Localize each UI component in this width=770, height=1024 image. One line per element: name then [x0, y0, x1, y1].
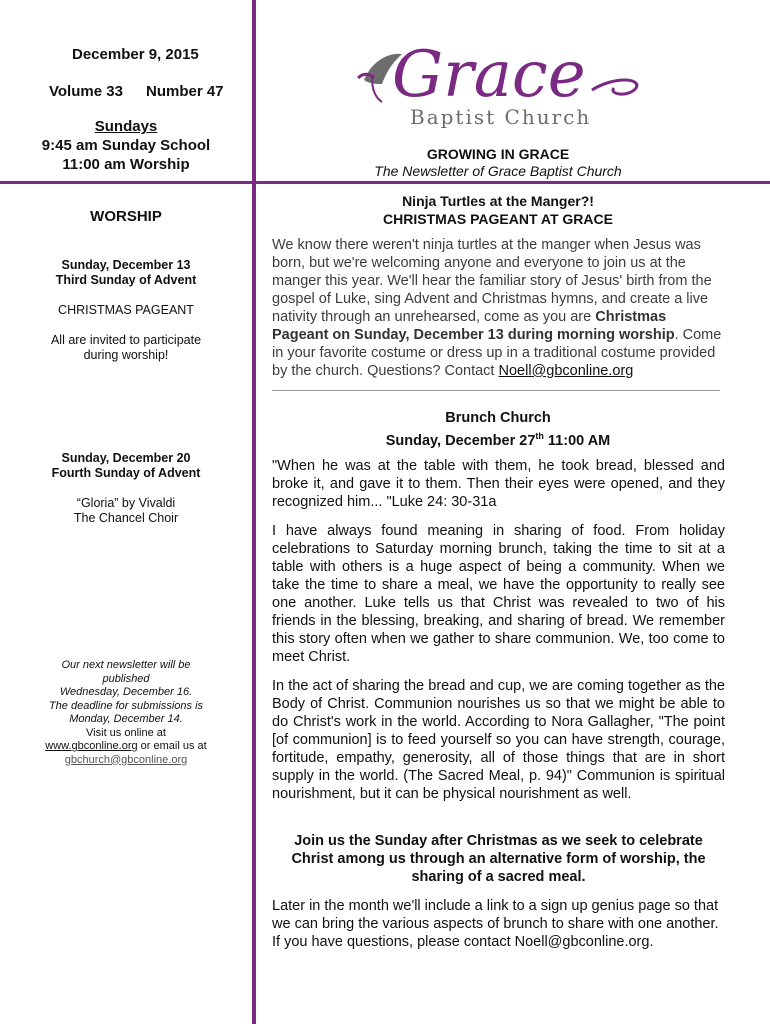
sundays-heading: Sundays — [94, 118, 158, 135]
service-schedule — [0, 117, 252, 174]
dec13-event: CHRISTMAS PAGEANT — [58, 303, 194, 317]
note-line: Our next newsletter will be — [61, 659, 191, 671]
article2-time: 11:00 AM — [543, 432, 611, 449]
worship-time: 11:00 am Worship — [62, 156, 190, 173]
dec20-block — [0, 451, 252, 526]
brunch-paragraph-2: In the act of sharing the bread and cup, we are coming together as the Body of Christ. Communion nourishes us so that we might be able to do Christ's work in the world. According to Nora Gallagher, "The point [of communion] is to feed yourself so you can have strength, courage, fortitude, empathy, generosity, all of those things that are in short supply in the world. (The Sacred Meal, p. 94)" Communion is spiritual nourishment, but it can be physical nourishment as well. — [272, 678, 725, 802]
article1-body — [272, 236, 724, 380]
article2-date: Sunday, December 27 — [385, 432, 536, 449]
article1-bold-text: Christmas Pageant on Sunday, December 13 during morning worship — [272, 309, 675, 343]
newsletter-note — [0, 659, 252, 767]
dec13-invite-2: during worship! — [83, 348, 169, 362]
dec20-date: Sunday, December 20 — [61, 451, 191, 465]
contact-email-link[interactable]: Noell@gbconline.org — [498, 363, 634, 379]
sunday-school-time: 9:45 am Sunday School — [41, 137, 211, 154]
note-line: Visit us online at — [86, 726, 166, 739]
article2-title-line2 — [256, 427, 740, 450]
dec20-performer: The Chancel Choir — [73, 511, 179, 525]
article1-title-line1: Ninja Turtles at the Manger?! — [402, 193, 594, 209]
note-line: published — [102, 672, 150, 685]
brunch-paragraph-1: I have always found meaning in sharing of food. From holiday celebrations to Saturday morning brunch, taking the time to sit at a table with others is a huge aspect of being a community. When we take the time to share a meal, we have the opportunity to really see one another. Luke tells us that Christ was revealed to two of his friends in the blessing, breaking, and sharing of bread. We remember this story often when we gather to share communion. We, too come to meet Christ. — [272, 523, 725, 665]
email-link[interactable]: gbchurch@gbconline.org — [64, 753, 188, 766]
note-line: Wednesday, December 16. — [59, 686, 193, 698]
dec13-occasion: Third Sunday of Advent — [55, 273, 197, 287]
newsletter-subtitle: The Newsletter of Grace Baptist Church — [374, 163, 622, 179]
logo-subtitle: Baptist Church — [410, 105, 592, 128]
logo-word: Grace — [392, 38, 586, 112]
article1-text: We know there weren't ninja turtles at the manger when Jesus was born, but we're welcoming anyone and everyone to join us at the manger this year. We'll hear the familiar story of Jesus' birth from the gospel of Luke, sing Advent and Christmas hymns, and create a live nativity through an unrehearsed, come as you are — [272, 237, 712, 325]
grace-baptist-logo — [352, 38, 642, 128]
article2-date-suffix: th — [535, 431, 544, 441]
masthead-date: December 9, 2015 — [72, 46, 199, 63]
article1-text: . Come in your favorite costume or dress up in a traditional costume provided by the church. Questions? Contact — [272, 327, 722, 379]
newsletter-title: GROWING IN GRACE — [426, 146, 570, 162]
website-link[interactable]: www.gbconline.org — [45, 740, 138, 752]
article2-title — [256, 409, 740, 450]
note-contact-line — [0, 740, 252, 754]
logo-swash — [592, 80, 637, 94]
scripture-quote: "When he was at the table with them, he took bread, blessed and broke it, and gave it to them. Then their eyes were opened, and they recognized him... "Luke 24: 30-31a — [272, 458, 725, 510]
brunch-closing: Later in the month we'll include a link to a sign up genius page so that we can bring the various aspects of brunch to share with one another. If you have questions, please contact Noell@gbconline.org. — [272, 898, 719, 950]
article-divider — [272, 390, 720, 391]
worship-heading: WORSHIP — [90, 208, 162, 225]
dec13-invite-1: All are invited to participate — [50, 333, 202, 347]
masthead-volume: Volume 33 — [49, 83, 123, 100]
dec13-date: Sunday, December 13 — [61, 258, 191, 272]
article1-title — [256, 192, 740, 228]
article2-title-line1: Brunch Church — [445, 410, 551, 426]
masthead-number: Number 47 — [146, 83, 224, 100]
dec13-block — [0, 258, 252, 363]
article1-title-line2: CHRISTMAS PAGEANT AT GRACE — [383, 211, 613, 227]
note-line: The deadline for submissions is — [48, 699, 204, 712]
dec20-music: “Gloria” by Vivaldi — [76, 496, 176, 510]
brunch-invitation: Join us the Sunday after Christmas as we seek to celebrate Christ among us through an alternative form of worship, the sharing of a sacred meal. — [291, 833, 706, 885]
note-line: Monday, December 14. — [69, 713, 183, 725]
purple-horizontal-rule — [0, 181, 770, 184]
dec20-occasion: Fourth Sunday of Advent — [51, 466, 201, 480]
note-text: or email us at — [137, 740, 207, 752]
